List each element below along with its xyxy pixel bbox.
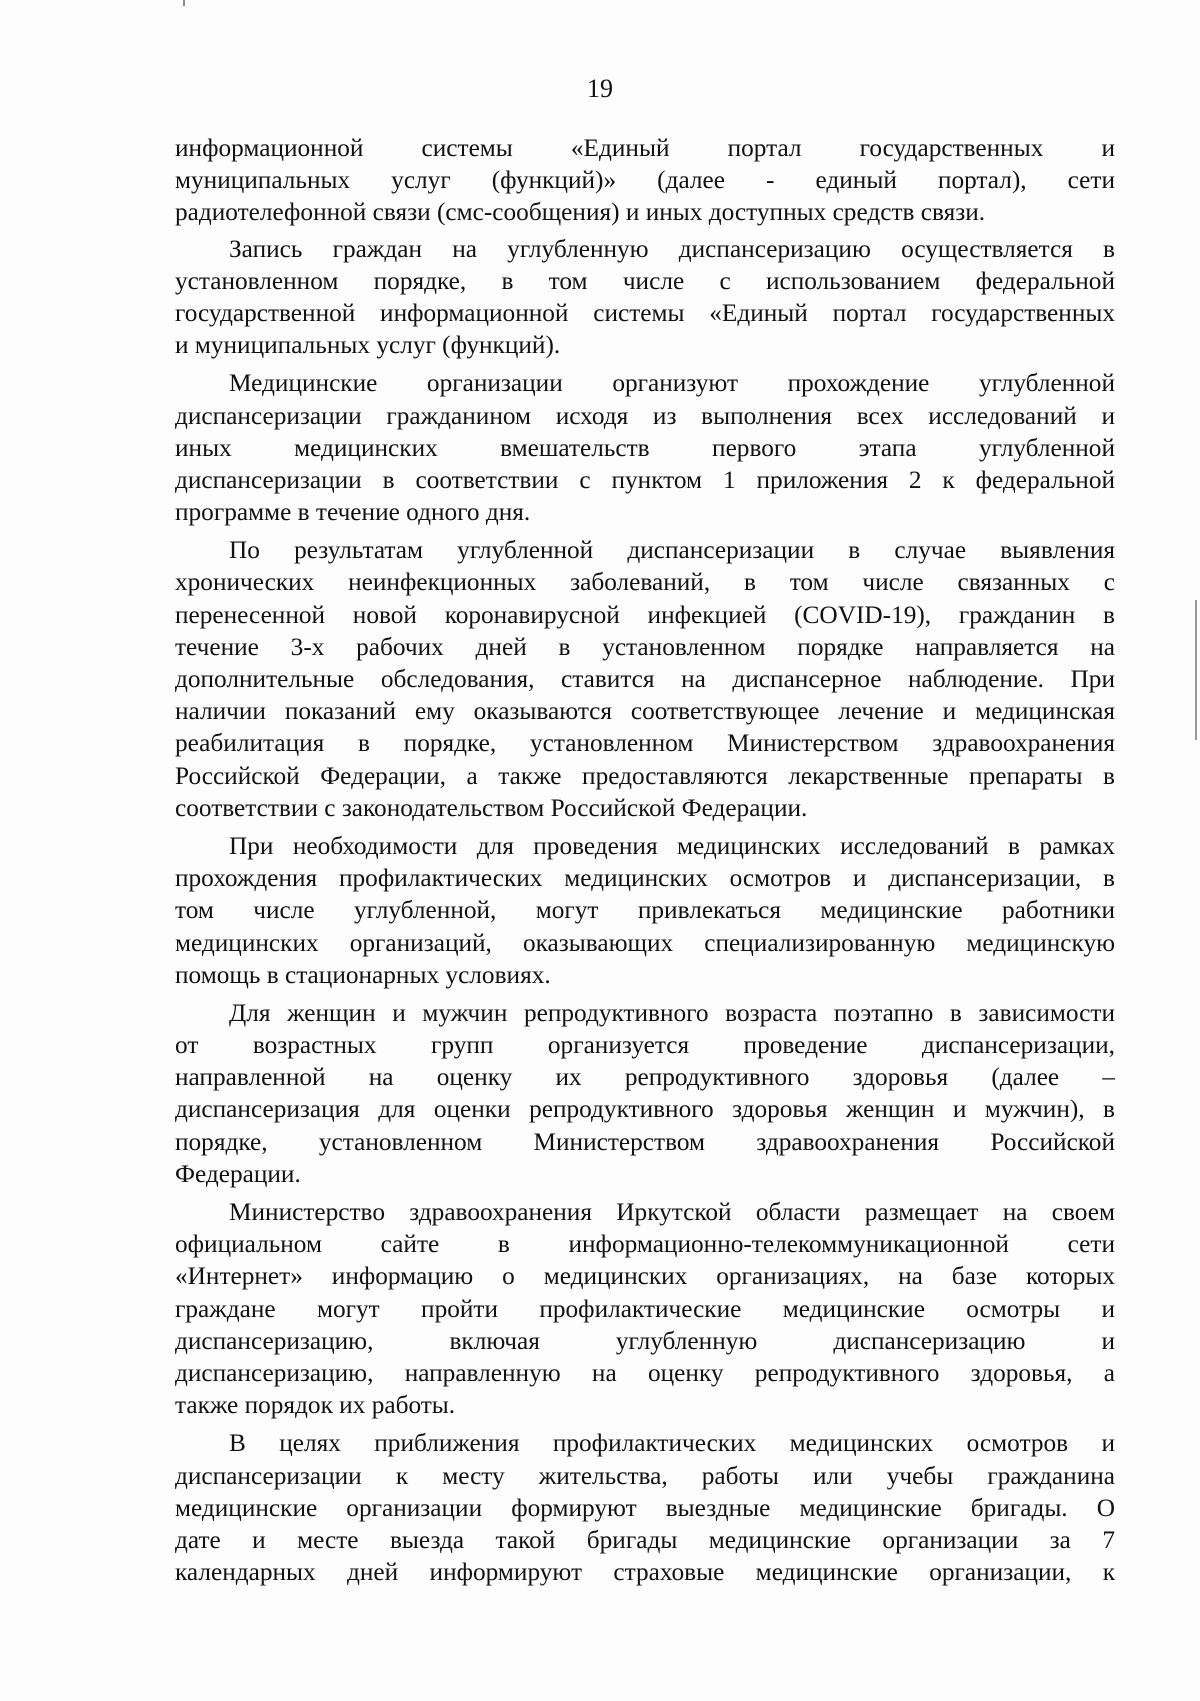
- text-line: календарных дней информируют страховые медицинские организации, к: [175, 1558, 1115, 1587]
- text-line: иных медицинских вмешательств первого этапа углубленной: [175, 433, 1115, 462]
- text-line: медицинских организаций, оказывающих специализированную медицинскую: [175, 928, 1115, 957]
- paragraph: [175, 367, 1115, 528]
- text-line: течение 3-х рабочих дней в установленном порядке направляется на: [175, 632, 1115, 661]
- text-line: Федерации.: [175, 1159, 301, 1188]
- text-line: диспансеризация для оценки репродуктивного здоровья женщин и мужчин), в: [175, 1095, 1115, 1124]
- text-line: По результатам углубленной диспансеризации в случае выявления: [229, 536, 1115, 565]
- paragraph: [175, 997, 1115, 1190]
- text-line: Запись граждан на углубленную диспансеризацию осуществляется в: [229, 234, 1115, 263]
- paragraph: [175, 132, 1115, 229]
- text-line: дополнительные обследования, ставится на диспансерное наблюдение. При: [175, 665, 1115, 693]
- text-line: и муниципальных услуг (функций).: [175, 331, 561, 360]
- paragraph: [175, 534, 1115, 824]
- text-line: граждане могут пройти профилактические медицинские осмотры и: [175, 1294, 1115, 1323]
- text-line: от возрастных групп организуется проведение диспансеризации,: [175, 1031, 1115, 1060]
- text-line: «Интернет» информацию о медицинских организациях, на базе которых: [175, 1262, 1115, 1291]
- paragraph: [175, 830, 1115, 991]
- text-line: Российской Федерации, а также предоставляются лекарственные препараты в: [175, 761, 1115, 790]
- text-line: соответствии с законодательством Российской Федерации.: [175, 793, 808, 822]
- text-line: Для женщин и мужчин репродуктивного возраста поэтапно в зависимости: [229, 998, 1115, 1027]
- text-line: государственной информационной системы «Единый портал государственных: [175, 298, 1115, 327]
- text-line: наличии показаний ему оказываются соответствующее лечение и медицинская: [175, 697, 1115, 726]
- text-line: муниципальных услуг (функций)» (далее - единый портал), сети: [175, 166, 1115, 195]
- text-line: диспансеризации к месту жительства, работы или учебы гражданина: [175, 1461, 1115, 1490]
- text-line: перенесенной новой коронавирусной инфекцией (COVID-19), гражданин в: [175, 600, 1115, 629]
- text-line: том числе углубленной, могут привлекаться медицинские работники: [175, 896, 1115, 925]
- scan-artifact-top: [183, 0, 185, 6]
- text-line: реабилитация в порядке, установленном Министерством здравоохранения: [175, 729, 1115, 758]
- text-line: официальном сайте в информационно-телекоммуникационной сети: [175, 1230, 1115, 1259]
- paragraph: [175, 1196, 1115, 1421]
- scan-artifact-edge: [1195, 600, 1197, 740]
- text-line: Министерство здравоохранения Иркутской области размещает на своем: [229, 1198, 1115, 1226]
- text-line: информационной системы «Единый портал государственных и: [175, 134, 1115, 162]
- document-body: [175, 132, 1115, 1588]
- text-line: радиотелефонной связи (смс-сообщения) и иных доступных средств связи.: [175, 198, 986, 227]
- text-line: медицинские организации формируют выездные медицинские бригады. О: [175, 1493, 1115, 1522]
- paragraph: [175, 1427, 1115, 1588]
- paragraph: [175, 233, 1115, 362]
- text-line: хронических неинфекционных заболеваний, в том числе связанных с: [175, 568, 1115, 597]
- text-line: порядке, установленном Министерством здравоохранения Российской: [175, 1127, 1115, 1156]
- text-line: диспансеризацию, включая углубленную диспансеризацию и: [175, 1326, 1115, 1355]
- page-number: 19: [587, 74, 613, 103]
- text-line: также порядок их работы.: [175, 1391, 456, 1420]
- text-line: прохождения профилактических медицинских осмотров и диспансеризации, в: [175, 864, 1115, 893]
- text-line: диспансеризации гражданином исходя из выполнения всех исследований и: [175, 401, 1115, 430]
- text-line: При необходимости для проведения медицинских исследований в рамках: [229, 831, 1115, 860]
- text-line: В целях приближения профилактических медицинских осмотров и: [229, 1429, 1115, 1458]
- text-line: помощь в стационарных условиях.: [175, 960, 551, 989]
- text-line: диспансеризации в соответствии с пунктом 1 приложения 2 к федеральной: [175, 465, 1115, 494]
- text-line: программе в течение одного дня.: [175, 498, 531, 527]
- text-line: направленной на оценку их репродуктивного здоровья (далее –: [175, 1063, 1115, 1092]
- text-line: Медицинские организации организуют прохождение углубленной: [229, 369, 1115, 398]
- text-line: установленном порядке, в том числе с использованием федеральной: [175, 266, 1115, 295]
- text-line: дате и месте выезда такой бригады медицинские организации за 7: [175, 1525, 1115, 1554]
- text-line: диспансеризацию, направленную на оценку репродуктивного здоровья, а: [175, 1358, 1115, 1387]
